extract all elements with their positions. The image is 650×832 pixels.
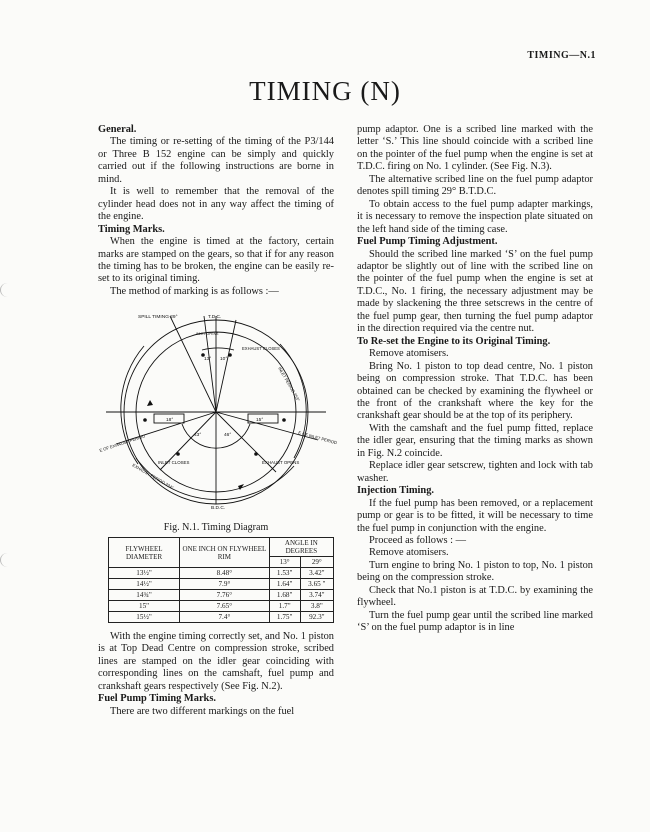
reset-heading: To Re-set the Engine to its Original Timing. (357, 335, 551, 347)
left-column-lower (98, 631, 334, 718)
spill-timing-label: SPILL TIMING 29° (138, 315, 178, 320)
table-row (109, 612, 334, 623)
exhaust-period-left-label: E OF EXHAUST PERIOD (98, 433, 146, 453)
fuel-pump-marks-heading: Fuel Pump Timing Marks. (98, 693, 216, 705)
col-header-one-inch: ONE INCH ON FLYWHEEL RIM (180, 538, 270, 568)
angle-10-label: 10° (220, 357, 228, 362)
figure-caption: Fig. N.1. Timing Diagram (163, 522, 269, 533)
cell-13: 1.64" (269, 579, 300, 590)
general-heading: General. (98, 124, 137, 135)
injection-paragraph-6: Turn the fuel pump gear until the scribed line marked ‘S’ on the fuel pump adaptor is in line (357, 609, 593, 634)
exhaust-period-bottom-label: EXHAUST PERIOD 224° (131, 462, 175, 491)
continued-paragraph-2: The alternative scribed line on the fuel pump adaptor denotes spill timing 29° B.T.D.C. (357, 173, 593, 198)
cell-diameter: 14½" (109, 579, 180, 590)
injection-paragraph-5: Check that No.1 piston is at T.D.C. by examining the flywheel. (357, 584, 593, 609)
cell-diameter: 14¾" (109, 590, 180, 601)
cell-13: 1.68" (269, 590, 300, 601)
adjustment-paragraph: Should the scribed line marked ‘S’ on the fuel pump adaptor be slightly out of line with the scribed line on the pointer of the fuel pump when the engine is set at T.D.C., No. 1 firing, the necessary adjustment may be made by slackening the three setscrews in the centre of the fuel pump gear, then turning the fuel pump adaptor in the direction required via the centre nut. (357, 248, 593, 335)
cell-inch: 7.65° (180, 601, 270, 612)
running-head: TIMING—N.1 (527, 50, 596, 61)
cell-inch: 7.76° (180, 590, 270, 601)
exhaust-closes-label: EXHAUST CLOSES (242, 346, 280, 351)
injection-paragraph-4: Turn engine to bring No. 1 piston to top, No. 1 piston being on the compression stroke. (357, 559, 593, 584)
cell-29: 3.42" (300, 568, 333, 579)
reset-paragraph-3: With the camshaft and the fuel pump fitted, replace the idler gear, ensuring that the timing marks as shown in Fig. N.2 coincide. (357, 422, 593, 459)
table-row (109, 601, 334, 612)
timing-diagram (98, 308, 338, 511)
angle-18-label: 18° (166, 418, 174, 423)
cell-29: 3.65 " (300, 579, 333, 590)
tdc-label: T.D.C. (208, 315, 222, 320)
angle-46-label: 46° (224, 433, 232, 438)
cell-13: 1.53" (269, 568, 300, 579)
injection-paragraph-3: Remove atomisers. (369, 547, 449, 559)
col-header-flywheel: FLYWHEEL DIAMETER (109, 538, 180, 568)
col-header-angle: ANGLE IN DEGREES (269, 538, 333, 557)
general-paragraph-2: It is well to remember that the removal of the cylinder head does not in any way affect the timing of the engine. (98, 186, 334, 223)
table-row (109, 590, 334, 601)
e-of-inlet-period-label: E OF INLET PERIOD (297, 430, 338, 446)
cell-inch: 8.48° (180, 568, 270, 579)
after-table-paragraph: With the engine timing correctly set, and No. 1 piston is at Top Dead Centre on compression stroke, scribed lines are stamped on the idler gear coinciding with corresponding lines on the camshaft, fuel pump and crankshaft gears respectively (See Fig. N.2). (98, 631, 334, 692)
continued-paragraph-1: pump adaptor. One is a scribed line marked with the letter ‘S.’ This line should coincide with a scribed line on the pointer of the fuel pump when the engine is set at T.D.C. firing on No. 1 cylinder. (See Fig. N.3). (357, 124, 593, 173)
reset-paragraph-4: Replace idler gear setscrew, tighten and lock with tab washer. (357, 460, 593, 484)
inlet-period-label: INLET PERIOD 253° (277, 366, 301, 403)
cell-diameter: 13½" (109, 568, 180, 579)
adjustment-heading: Fuel Pump Timing Adjustment. (357, 236, 498, 248)
timing-marks-paragraph-1: When the engine is timed at the factory, certain marks are stamped on the gears, so that if for any reason the timing has to be broken, the engine can be easily re-set to its original timing. (98, 236, 334, 285)
inlet-closes-label: INLET CLOSES (158, 460, 190, 465)
angle-13-label: 13° (204, 357, 212, 362)
injection-paragraph-1: If the fuel pump has been removed, or a replacement pump or gear is to be fitted, it will be necessary to time the fuel pump in conjunction with the engine. (357, 497, 593, 534)
general-paragraph-1: The timing or re-setting of the timing of the P3/144 or Three B 152 engine can be simply and quickly carried out if the following instructions are borne in mind. (98, 136, 334, 185)
injection-heading: Injection Timing. (357, 485, 434, 497)
cell-inch: 7.4° (180, 612, 270, 623)
table-row (109, 568, 334, 579)
cell-13: 1.75" (269, 612, 300, 623)
exhaust-opens-label: EXHAUST OPENS (262, 460, 300, 465)
timing-marks-paragraph-2: The method of marking is as follows :— (110, 285, 279, 297)
table-row (109, 579, 334, 590)
cell-13: 1.7" (269, 601, 300, 612)
fuel-pump-marks-paragraph: There are two different markings on the fuel (110, 705, 295, 717)
reset-paragraph-1: Remove atomisers. (369, 348, 449, 360)
binder-hole-bottom (0, 553, 15, 567)
injection-paragraph-2: Proceed as follows : — (369, 534, 466, 546)
bdc-label: B.D.C. (211, 506, 226, 511)
left-column (98, 124, 334, 298)
reset-paragraph-2: Bring No. 1 piston to top dead centre, No. 1 piston being on compression stroke. That T.D.C. has been obtained can be checked by examining the flywheel or the front of the crankshaft where the key for the crankshaft gear should be at the top of its periphery. (357, 360, 593, 422)
right-column (357, 124, 593, 635)
cell-diameter: 15" (109, 601, 180, 612)
cell-29: 92.3" (300, 612, 333, 623)
timing-marks-heading: Timing Marks. (98, 223, 165, 235)
cell-29: 3.74" (300, 590, 333, 601)
binder-hole-top (0, 283, 15, 297)
inlet-opens-top-label: INLET OPENS (196, 332, 219, 336)
page-title: TIMING (N) (249, 76, 401, 106)
cell-diameter: 15½" (109, 612, 180, 623)
col-header-29: 29° (300, 557, 333, 568)
continued-paragraph-3: To obtain access to the fuel pump adapter markings, it is necessary to remove the inspection plate situated on the left hand side of the timing case. (357, 198, 593, 235)
angle-43-label: 43° (194, 433, 202, 438)
col-header-13: 13° (269, 557, 300, 568)
cell-inch: 7.9° (180, 579, 270, 590)
angle-15-label: 15° (256, 418, 264, 423)
flywheel-table (108, 537, 334, 623)
cell-29: 3.8" (300, 601, 333, 612)
